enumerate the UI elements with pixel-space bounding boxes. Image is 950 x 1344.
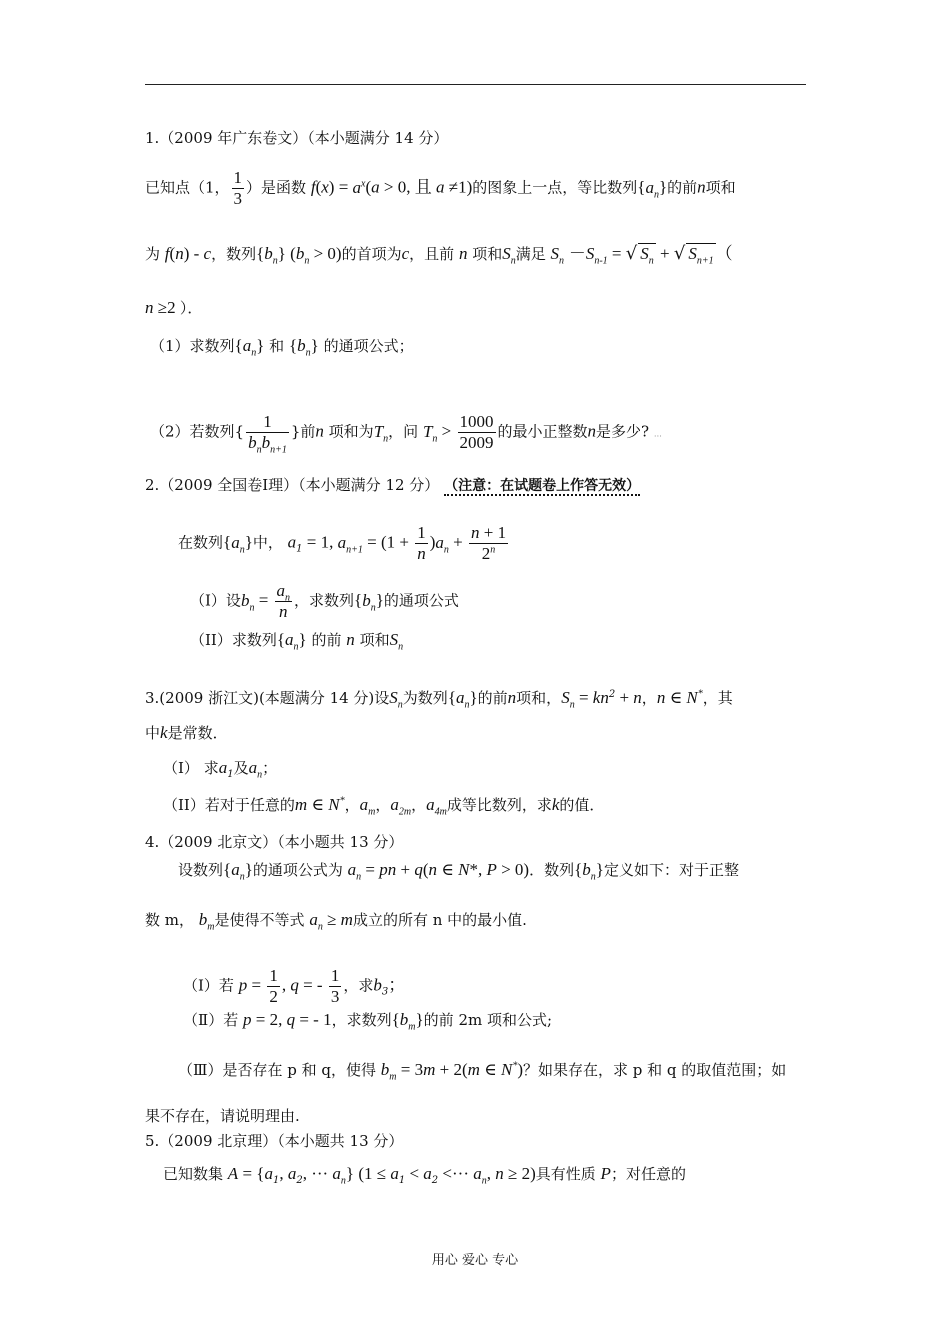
problem-4-line-last: 果不存在，请说明理由. (145, 1107, 300, 1125)
problem-4-line-2: 数 m， $b_m$是使得不等式 $a_n \ge m$成立的所有 n 中的最小值. (145, 910, 527, 933)
problem-5-header: 5.（2009 北京理）（本小题共 13 分） (145, 1132, 404, 1150)
problem-2-part-1: （I）设$b_n$ = $\frac{a_n}{n}$ ，求数列$\{b_n\}$的通项公式 (190, 581, 459, 621)
problem-4-line-1: 设数列$\{a_n\}$的通项公式为 $a_n$ = pn + q(n ∈ N*, P > 0)．数列$\{b_n\}$定义如下：对于正整 (178, 860, 739, 883)
problem-4-header: 4.（2009 北京文）（本小题共 13 分） (145, 833, 404, 851)
problem-3-line-2: 中k是常数． (145, 723, 228, 742)
problem-2-header: 2.（2009 全国卷Ⅰ理）（本小题满分 12 分） （注意：在试题卷上作答无效） (145, 476, 641, 494)
problem-1-line-3: n ≥2 ）． (145, 298, 203, 317)
problem-1-header: 1.（2009 年广东卷文）（本小题满分 14 分） (145, 129, 449, 147)
problem-4-part-3: （Ⅲ）是否存在 p 和 q，使得 $b_m = 3m + 2(m$ ∈ N*)？如果存在，求 p 和 q 的取值范围；如 (178, 1060, 787, 1083)
problem-4-part-2: （Ⅱ）若 p = 2, q = - 1，求数列$\{b_m\}$的前 2m 项和公式; (183, 1010, 553, 1033)
fraction-one-third: $\frac{1}{3}$ (233, 168, 243, 208)
problem-1-line-1: 已知点（1， $\frac{1}{3}$ ）是函数 $f(x) = a^x(a > 0$, 且 a ≠1)的图象上一点，等比数列$\{a_n\}$的前n项和 (145, 168, 736, 208)
problem-2-line-1: 在数列$\{a_n\}$中， $a_1 = 1$, $a_{n+1} = (1$ + $\frac{1}{n}$ )$a_n$ + $\frac{n + 1}{2^n}$ (178, 523, 507, 563)
problem-1-line-2: 为 f(n) - c，数列$\{b_n\} (b_n > 0)$的首项为c，且前 n 项和$S_n$满足 $S_n -S_{n-1}$ = √ $S_n$ + √ $S_{n+1}$ （ (145, 243, 733, 267)
problem-2-part-2: （II）求数列$\{a_n\}$ 的前 n 项和$S_n$ (190, 630, 404, 653)
problem-5-line-1: 已知数集 $A = \{a_1$, $a_2$, ··· $a_n$} ($1 \le a_1 < a_2$ <··· $a_n$, n ≥ 2)具有性质 P；对任意的 (163, 1164, 686, 1187)
note-invalid-answer: （注意：在试题卷上作答无效） (444, 478, 641, 494)
problem-3-line-1: 3.(2009 浙江文)(本题满分 14 分)设$S_n$为数列$\{a_n\}$的前n项和，$S_n = kn^2 + n$，n ∈ N*，其 (145, 688, 733, 711)
problem-4-part-1: （Ⅰ）若 p = $\frac{1}{2}$ , q = - $\frac{1}{3}$ ，求$b_3$； (183, 966, 406, 1006)
header-rule (145, 84, 806, 85)
problem-1-part-2: （2）若数列{ $\frac{1}{b_nb_{n+1}}$ }前n 项和为$T_n$，问 $T_n$ > $\frac{1000}{2009}$ 的最小正整数n是多少? … (150, 412, 662, 456)
problem-1-part-1: （1）求数列$\{a_n\}$ 和 $\{b_n\}$ 的通项公式； (150, 336, 414, 359)
problem-3-part-2: （II）若对于任意的m ∈ N*，$a_m$，$a_{2m}$，$a_{4m}$成等比数列，求k的值． (163, 795, 605, 818)
problem-3-part-1: （I） 求$a_1$及$a_n$； (163, 758, 278, 781)
page-footer: 用心 爱心 专心 (431, 1253, 519, 1268)
